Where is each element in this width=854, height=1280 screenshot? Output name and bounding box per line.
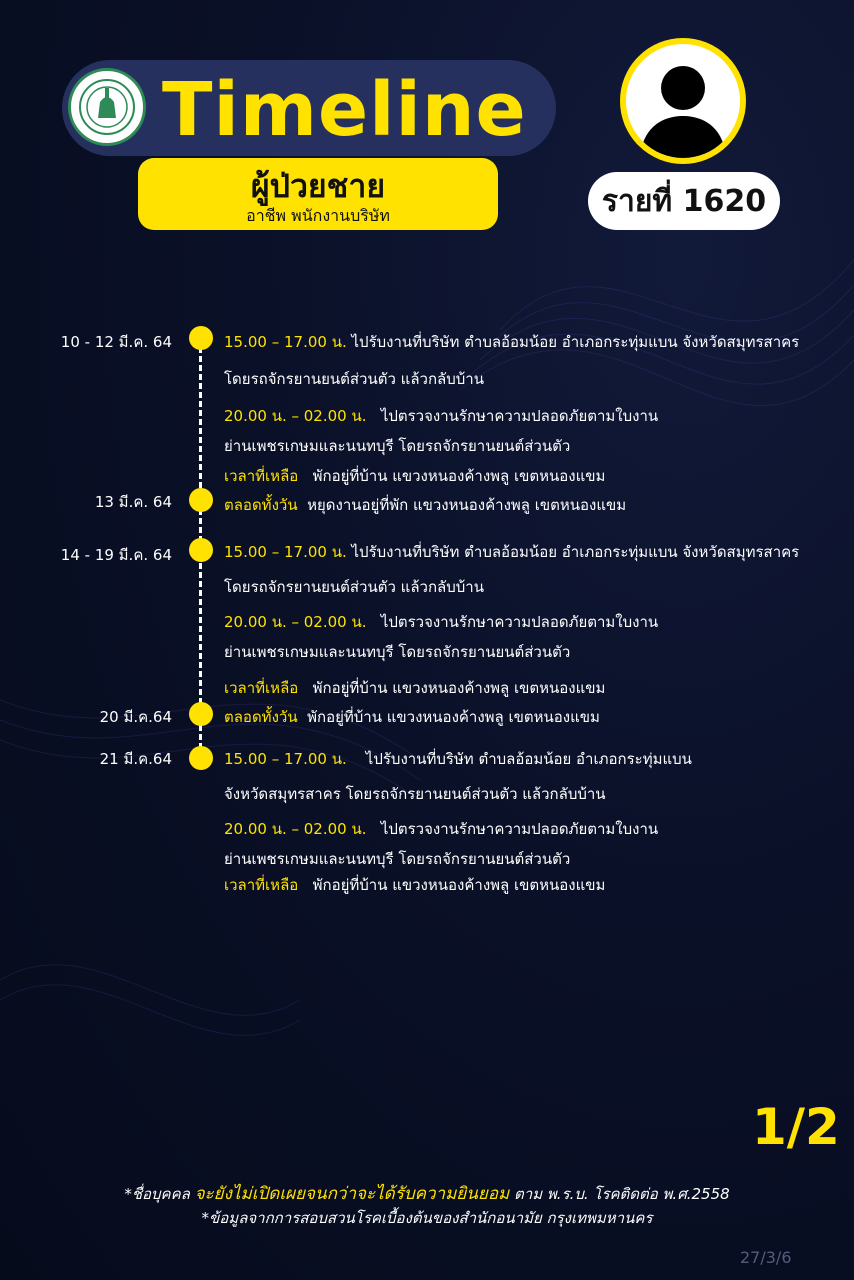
bangkok-seal-logo [68,68,146,146]
case-number-badge: รายที่ 1620 [588,172,780,230]
timeline-dot [189,326,213,350]
timeline-date: 20 มี.ค.64 [99,708,172,726]
timeline-date: 14 - 19 มี.ค. 64 [60,546,172,564]
time-range: ตลอดทั้งวัน [224,496,298,514]
activity-text: ไปตรวจงานรักษาความปลอดภัยตามใบงาน [380,820,659,838]
activity-text: พักอยู่ที่บ้าน แขวงหนองค้างพลู เขตหนองแขม [312,876,606,894]
timeline-line-text [224,705,600,729]
timeline-line-text: ย่านเพชรเกษมและนนทบุรี โดยรถจักรยานยนต์ส่วนตัว [224,437,571,455]
timeline-line-text [224,404,658,428]
activity-text: พักอยู่ที่บ้าน แขวงหนองค้างพลู เขตหนองแขม [312,467,606,485]
activity-text: ไปรับงานที่บริษัท ตำบลอ้อมน้อย อำเภอกระทุ่มแบน จังหวัดสมุทรสาคร [351,333,800,351]
activity-text: ไปตรวจงานรักษาความปลอดภัยตามใบงาน [380,407,659,425]
time-range: ตลอดทั้งวัน [224,708,298,726]
person-silhouette-icon [626,44,740,158]
time-range: เวลาที่เหลือ [224,876,299,894]
timeline-dot [189,488,213,512]
timeline-line-text [224,464,605,488]
footer-note-highlight: จะยังไม่เปิดเผยจนกว่าจะได้รับความยินยอม [194,1184,510,1204]
page-number: 1/2 [752,1098,840,1156]
footer-note-text: *ชื่อบุคคล [124,1185,195,1203]
timeline-dot [189,746,213,770]
patient-info-box [138,158,498,230]
timeline-line-text [224,330,799,354]
avatar [620,38,746,164]
footer-privacy-note [0,1180,854,1207]
patient-gender-label: ผู้ป่วยชาย [250,167,386,205]
activity-text: พักอยู่ที่บ้าน แขวงหนองค้างพลู เขตหนองแขม [307,708,600,726]
timeline-line-text: ย่านเพชรเกษมและนนทบุรี โดยรถจักรยานยนต์ส่วนตัว [224,850,571,868]
activity-text: ไปรับงานที่บริษัท ตำบลอ้อมน้อย อำเภอกระทุ่มแบน [365,750,692,768]
timeline-line-text [224,676,605,700]
time-range: เวลาที่เหลือ [224,679,299,697]
timeline-line-text [224,493,626,517]
patient-occupation: อาชีพ พนักงานบริษัท [246,206,390,225]
page-title: Timeline [162,67,527,153]
timeline-line-text [224,873,605,897]
timeline-dot [189,702,213,726]
time-range: 15.00 – 17.00 น. [224,543,347,561]
footer-source-note: *ข้อมูลจากการสอบสวนโรคเบื้องต้นของสำนักอนามัย กรุงเทพมหานคร [201,1209,653,1227]
timeline-date: 21 มี.ค.64 [99,750,172,768]
time-range: 20.00 น. – 02.00 น. [224,407,367,425]
timeline-dot [189,538,213,562]
timeline-line-text: จังหวัดสมุทรสาคร โดยรถจักรยานยนต์ส่วนตัว แล้วกลับบ้าน [224,785,606,803]
footer-note-text: ตาม พ.ร.บ. โรคติดต่อ พ.ศ.2558 [509,1185,730,1203]
timeline-line-text [224,747,692,771]
activity-text: หยุดงานอยู่ที่พัก แขวงหนองค้างพลู เขตหนองแขม [307,496,627,514]
time-range: 15.00 – 17.00 น. [224,333,347,351]
time-range: 20.00 น. – 02.00 น. [224,613,367,631]
timeline-line-text: โดยรถจักรยานยนต์ส่วนตัว แล้วกลับบ้าน [224,370,484,388]
timeline-line-text [224,540,799,564]
activity-text: ไปรับงานที่บริษัท ตำบลอ้อมน้อย อำเภอกระทุ่มแบน จังหวัดสมุทรสาคร [351,543,800,561]
time-range: 20.00 น. – 02.00 น. [224,820,367,838]
time-range: เวลาที่เหลือ [224,467,299,485]
activity-text: พักอยู่ที่บ้าน แขวงหนองค้างพลู เขตหนองแขม [312,679,606,697]
activity-text: ไปตรวจงานรักษาความปลอดภัยตามใบงาน [380,613,659,631]
timeline-date: 10 - 12 มี.ค. 64 [60,333,172,351]
timeline-line-text [224,817,658,841]
timeline-line-text: ย่านเพชรเกษมและนนทบุรี โดยรถจักรยานยนต์ส่วนตัว [224,643,571,661]
timeline-date: 13 มี.ค. 64 [94,493,172,511]
time-range: 15.00 – 17.00 น. [224,750,347,768]
date-stamp: 27/3/6 [740,1248,792,1267]
timeline-line-text [224,610,658,634]
timeline-line-text: โดยรถจักรยานยนต์ส่วนตัว แล้วกลับบ้าน [224,578,484,596]
